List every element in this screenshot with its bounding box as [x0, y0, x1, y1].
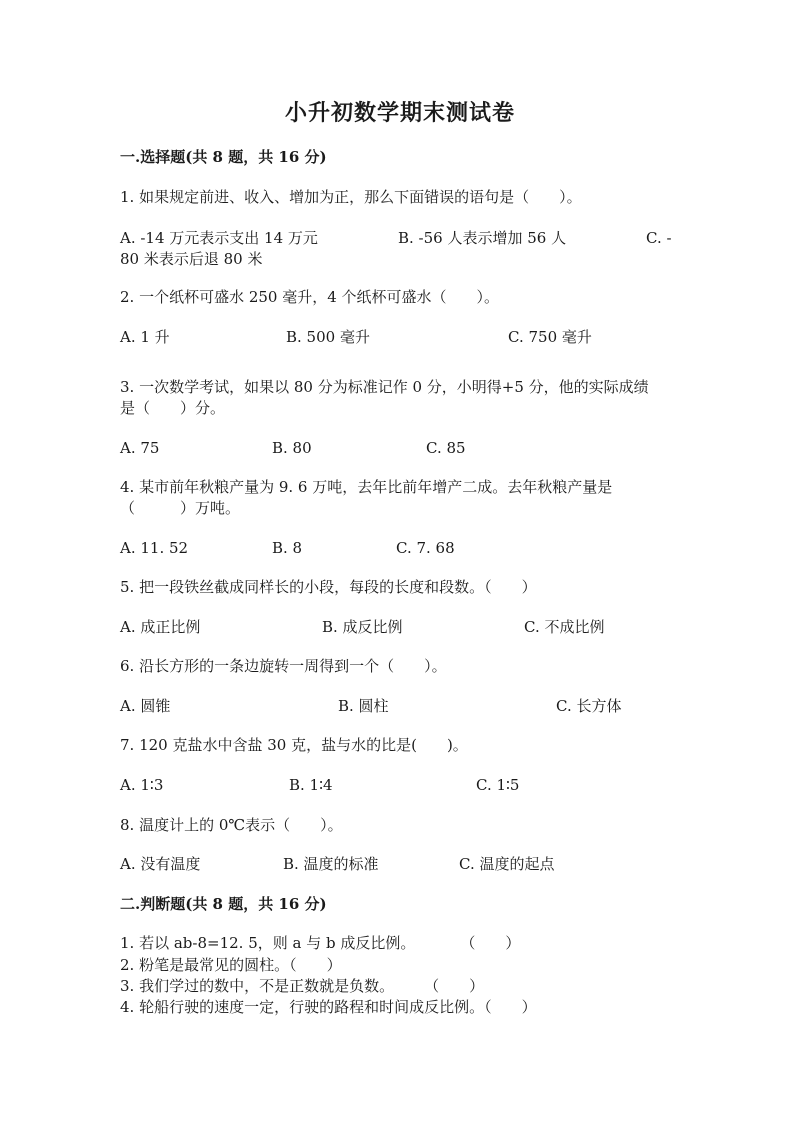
q4-option-b: B. 8 — [272, 539, 303, 557]
q7-option-a: A. 1∶3 — [120, 776, 164, 794]
q1-option-c-part1: C. - — [646, 229, 672, 247]
q7-option-b: B. 1∶4 — [289, 776, 333, 794]
q1-option-b: B. -56 人表示增加 56 人 — [398, 229, 567, 247]
question-3-line1: 3. 一次数学考试，如果以 80 分为标准记作 0 分，小明得+5 分，他的实际成绩 — [120, 378, 649, 396]
judge-item-3: 3. 我们学过的数中，不是正数就是负数。 （ ） — [120, 977, 485, 995]
question-5: 5. 把一段铁丝截成同样长的小段，每段的长度和段数。（ ） — [120, 578, 537, 596]
q2-option-b: B. 500 毫升 — [286, 328, 370, 346]
question-4-line2: （ ）万吨。 — [120, 499, 241, 517]
question-7: 7. 120 克盐水中含盐 30 克，盐与水的比是( )。 — [120, 736, 468, 754]
q4-option-c: C. 7. 68 — [396, 539, 455, 557]
judge-item-4: 4. 轮船行驶的速度一定，行驶的路程和时间成反比例。（ ） — [120, 998, 537, 1016]
judge-item-1: 1. 若以 ab-8=12. 5，则 a 与 b 成反比例。 （ ） — [120, 934, 521, 952]
q1-option-c-part2: 80 米表示后退 80 米 — [120, 250, 263, 268]
section-heading-true-false: 二.判断题(共 8 题，共 16 分) — [120, 895, 327, 913]
q5-option-a: A. 成正比例 — [120, 618, 201, 636]
question-3-line2: 是（ ）分。 — [120, 399, 226, 417]
q5-option-b: B. 成反比例 — [322, 618, 403, 636]
page-title: 小升初数学期末测试卷 — [284, 100, 515, 126]
q3-option-a: A. 75 — [120, 439, 160, 457]
question-2: 2. 一个纸杯可盛水 250 毫升，4 个纸杯可盛水（ ）。 — [120, 288, 500, 306]
q1-option-a: A. -14 万元表示支出 14 万元 — [120, 229, 318, 247]
question-1: 1. 如果规定前进、收入、增加为正，那么下面错误的语句是（ ）。 — [120, 188, 582, 206]
q2-option-c: C. 750 毫升 — [508, 328, 592, 346]
judge-item-2: 2. 粉笔是最常见的圆柱。（ ） — [120, 956, 342, 974]
q4-option-a: A. 11. 52 — [120, 539, 189, 557]
question-4-line1: 4. 某市前年秋粮产量为 9. 6 万吨，去年比前年增产二成。去年秋粮产量是 — [120, 478, 613, 496]
q8-option-a: A. 没有温度 — [120, 855, 201, 873]
q6-option-a: A. 圆锥 — [120, 697, 171, 715]
question-6: 6. 沿长方形的一条边旋转一周得到一个（ ）。 — [120, 657, 447, 675]
q7-option-c: C. 1∶5 — [476, 776, 520, 794]
q5-option-c: C. 不成比例 — [524, 618, 605, 636]
question-8: 8. 温度计上的 0℃表示（ ）。 — [120, 816, 343, 834]
q3-option-c: C. 85 — [426, 439, 466, 457]
section-heading-choice: 一.选择题(共 8 题，共 16 分) — [120, 148, 327, 166]
q6-option-b: B. 圆柱 — [338, 697, 389, 715]
q3-option-b: B. 80 — [272, 439, 312, 457]
q6-option-c: C. 长方体 — [556, 697, 622, 715]
q8-option-b: B. 温度的标准 — [283, 855, 379, 873]
q8-option-c: C. 温度的起点 — [459, 855, 555, 873]
q2-option-a: A. 1 升 — [120, 328, 170, 346]
